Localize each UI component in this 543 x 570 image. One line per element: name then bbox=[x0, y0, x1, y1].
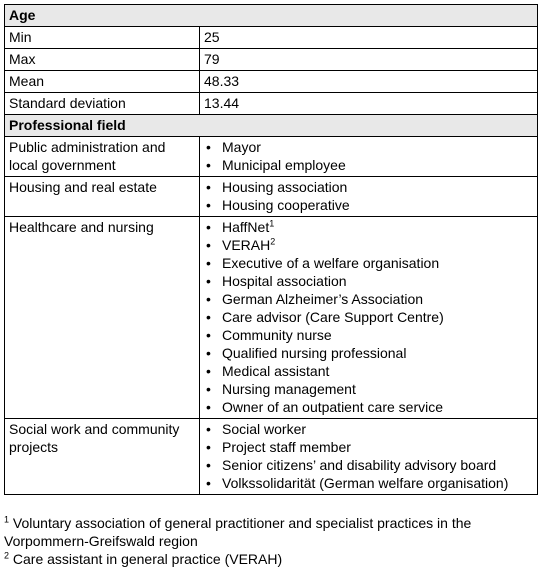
stat-value: 79 bbox=[200, 49, 538, 71]
list-item: • Housing association bbox=[204, 178, 533, 196]
list-item bbox=[204, 218, 533, 236]
list-item: • Qualified nursing professional bbox=[204, 344, 533, 362]
footnote-ref: 1 bbox=[269, 218, 275, 229]
footnote bbox=[4, 514, 538, 550]
stat-value: 48.33 bbox=[200, 71, 538, 93]
list-item: • Owner of an outpatient care service bbox=[204, 398, 533, 416]
footnote-text: Care assistant in general practice (VERAH) bbox=[9, 551, 283, 567]
table-row bbox=[5, 217, 538, 419]
list-item: • Care advisor (Care Support Centre) bbox=[204, 308, 533, 326]
stat-label: Max bbox=[5, 49, 200, 71]
stat-value: 13.44 bbox=[200, 93, 538, 115]
footnotes bbox=[4, 514, 538, 568]
field-name: Social work and community projects bbox=[5, 419, 200, 495]
list-item: • Municipal employee bbox=[204, 156, 533, 174]
stat-label: Mean bbox=[5, 71, 200, 93]
table-row bbox=[5, 93, 538, 115]
table-row bbox=[5, 419, 538, 495]
field-name: Healthcare and nursing bbox=[5, 217, 200, 419]
list-item: • Nursing management bbox=[204, 380, 533, 398]
field-name: Housing and real estate bbox=[5, 177, 200, 217]
footnote-ref: 2 bbox=[270, 236, 276, 247]
bullet-list bbox=[204, 420, 533, 492]
list-item: • Medical assistant bbox=[204, 362, 533, 380]
item-text: HaffNet bbox=[222, 219, 270, 235]
list-item: • Social worker bbox=[204, 420, 533, 438]
item-text: VERAH bbox=[222, 237, 271, 253]
list-item bbox=[204, 236, 533, 254]
list-item: • Hospital association bbox=[204, 272, 533, 290]
list-item: • Housing cooperative bbox=[204, 196, 533, 214]
field-items bbox=[200, 419, 538, 495]
list-item: • Community nurse bbox=[204, 326, 533, 344]
field-name: Public administration and local government bbox=[5, 137, 200, 177]
list-item: • Senior citizens’ and disability advisory board bbox=[204, 456, 533, 474]
table-row bbox=[5, 27, 538, 49]
table-row bbox=[5, 177, 538, 217]
table-row bbox=[5, 49, 538, 71]
footnote bbox=[4, 550, 538, 568]
age-section-row bbox=[5, 5, 538, 27]
footnote-mark: 1 bbox=[4, 514, 10, 525]
footnote-text: Voluntary association of general practitioner and specialist practices in the Vorpommern-Greifswald region bbox=[4, 515, 472, 549]
age-header: Age bbox=[5, 5, 538, 27]
list-item: • Mayor bbox=[204, 138, 533, 156]
list-item: • Volkssolidarität (German welfare organisation) bbox=[204, 474, 533, 492]
footnote-mark: 2 bbox=[4, 550, 10, 561]
stat-label: Standard deviation bbox=[5, 93, 200, 115]
professional-section-row bbox=[5, 115, 538, 137]
bullet-list bbox=[204, 218, 533, 416]
table-row bbox=[5, 137, 538, 177]
table-row bbox=[5, 71, 538, 93]
field-items bbox=[200, 137, 538, 177]
list-item: • Executive of a welfare organisation bbox=[204, 254, 533, 272]
list-item: • Project staff member bbox=[204, 438, 533, 456]
stat-label: Min bbox=[5, 27, 200, 49]
bullet-list bbox=[204, 178, 533, 214]
field-items bbox=[200, 177, 538, 217]
professional-header: Professional field bbox=[5, 115, 538, 137]
list-item: • German Alzheimer’s Association bbox=[204, 290, 533, 308]
stat-value: 25 bbox=[200, 27, 538, 49]
field-items bbox=[200, 217, 538, 419]
bullet-list bbox=[204, 138, 533, 174]
demographics-table bbox=[4, 4, 538, 495]
